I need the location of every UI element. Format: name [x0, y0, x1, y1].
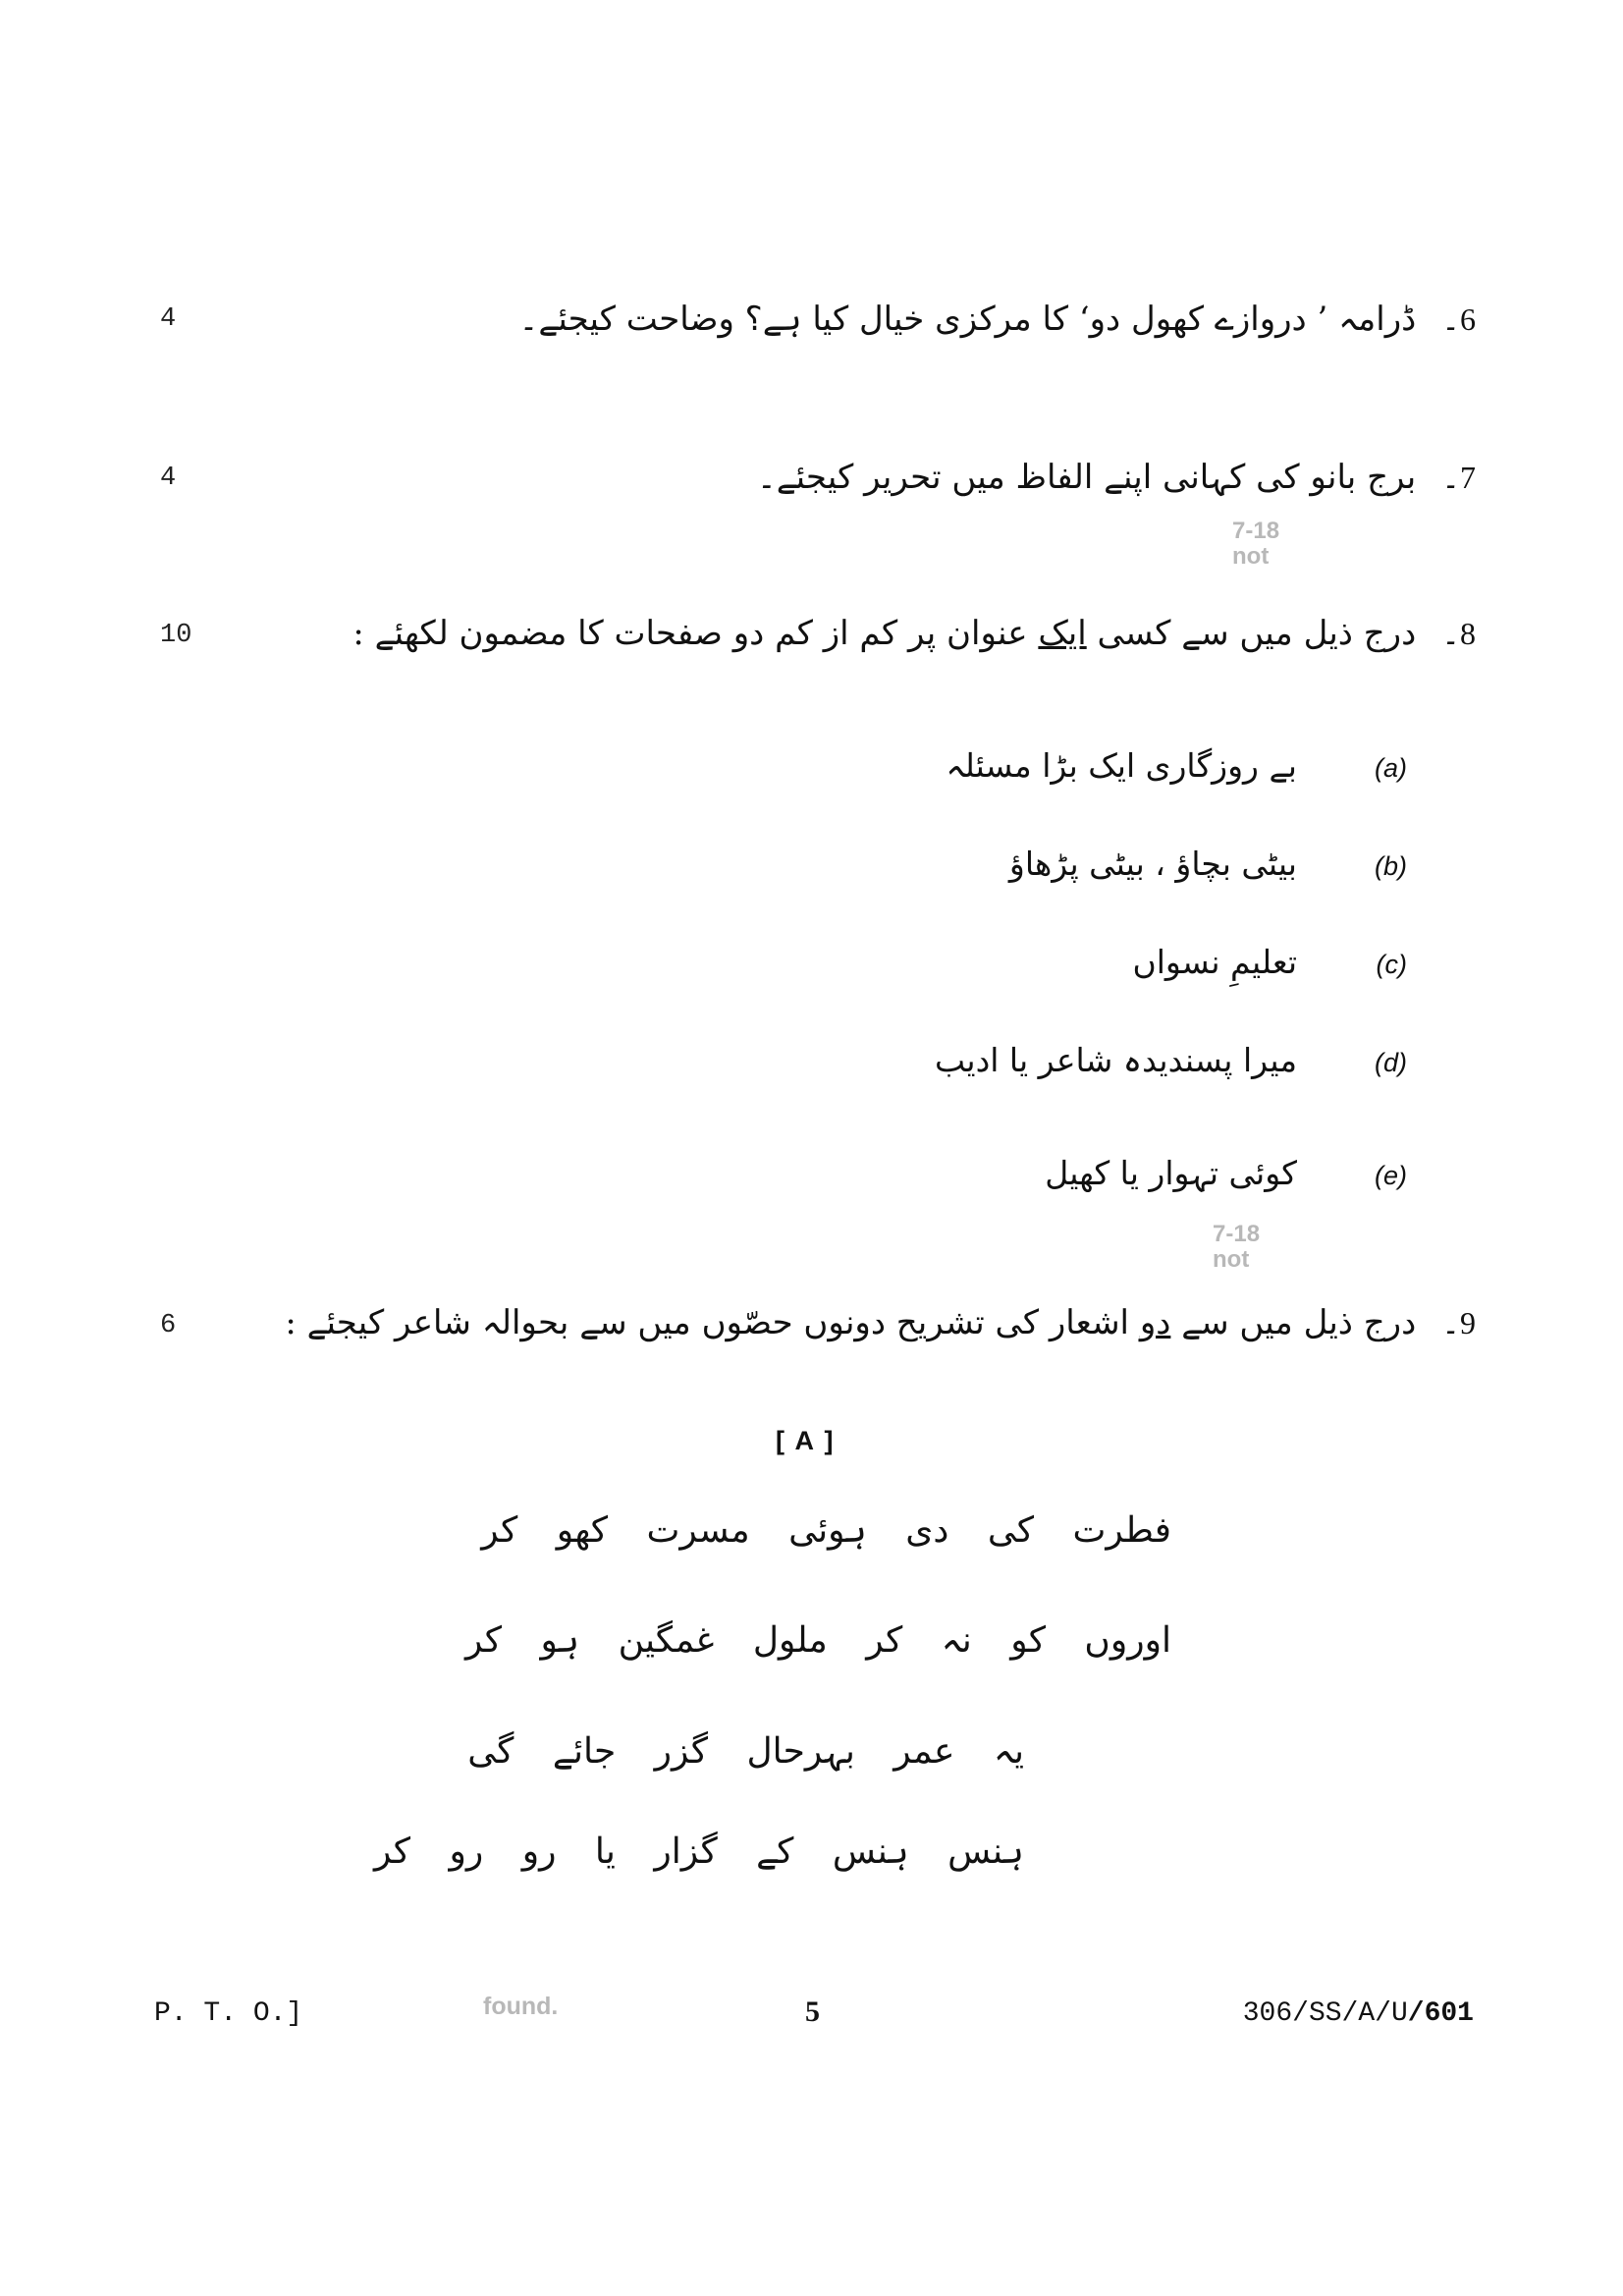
q9-number-text: 9: [1460, 1305, 1476, 1340]
q8-number: 8۔: [1441, 616, 1476, 651]
q8-option-e: [720, 1154, 1407, 1192]
q9-text-after: اشعار کی تشریح دونوں حصّوں میں سے بحوالہ شاعر کیجئے :: [285, 1303, 1140, 1342]
q9-marks: 6: [160, 1311, 177, 1340]
q7-number-text: 7: [1460, 460, 1476, 495]
watermark-2: [1213, 1222, 1260, 1274]
q8-text-underlined: ایک: [1038, 614, 1087, 653]
question-6: [494, 299, 1476, 339]
option-c-text: تعلیمِ نسواں: [1132, 943, 1297, 981]
q6-text: ڈرامہ ’ دروازے کھول دو‘ کا مرکزی خیال کیا ہے؟ وضاحت کیجئے۔: [518, 300, 1417, 339]
paper-code: 306/SS/A/U/601: [1242, 1998, 1474, 2029]
q6-marks: 4: [160, 304, 177, 334]
footer-pto: P. T. O.]: [154, 1998, 303, 2029]
q8-text-before: درج ذیل میں سے کسی: [1086, 614, 1417, 653]
paper-code-suffix: 601: [1424, 1998, 1474, 2029]
option-a-text: بے روزگاری ایک بڑا مسئلہ: [946, 746, 1297, 785]
page-number: 5: [805, 1995, 820, 2028]
option-d-text: میرا پسندیدہ شاعر یا ادیب: [934, 1041, 1297, 1079]
q9-text-underlined: دو: [1139, 1303, 1171, 1342]
q8-text-after: عنوان پر کم از کم دو صفحات کا مضمون لکھئے :: [352, 614, 1039, 653]
verse-line-4: ہنس ہنس کے گزار یا رو رو کر: [374, 1831, 1024, 1872]
q6-number-text: 6: [1460, 301, 1476, 337]
verse-line-1: فطرت کی دی ہوئی مسرت کھو کر: [481, 1510, 1171, 1551]
option-e-label: (e): [1374, 1161, 1407, 1190]
watermark-1-line2: not: [1232, 543, 1270, 571]
question-9: [285, 1302, 1476, 1342]
option-b-text: بیٹی بچاؤ ، بیٹی پڑھاؤ: [1008, 845, 1297, 883]
watermark-1: [1232, 519, 1279, 571]
q7-number: 7۔: [1441, 460, 1476, 495]
q8-option-b: [720, 845, 1407, 883]
verse-line-3: یہ عمر بہرحال گزر جائے گی: [467, 1731, 1024, 1772]
question-8: [352, 613, 1476, 653]
q8-option-d: [720, 1041, 1407, 1079]
section-a-label: [ A ]: [776, 1426, 836, 1455]
option-b-label: (b): [1374, 851, 1407, 881]
verse-line-2: اوروں کو نہ کر ملول غمگین ہو کر: [465, 1620, 1171, 1661]
q8-option-c: [720, 943, 1407, 981]
option-c-label: (c): [1376, 950, 1407, 979]
q9-text-before: درج ذیل میں سے: [1170, 1303, 1417, 1342]
watermark-2-line2: not: [1213, 1246, 1250, 1274]
watermark-2-line1: 7-18: [1213, 1221, 1261, 1247]
q7-marks: 4: [160, 464, 177, 493]
option-e-text: کوئی تہوار یا کھیل: [1045, 1154, 1297, 1192]
option-a-label: (a): [1374, 753, 1407, 783]
q7-text: برج بانو کی کہانی اپنے الفاظ میں تحریر کیجئے۔: [756, 458, 1417, 497]
watermark-footer: found.: [483, 1993, 559, 2020]
paper-code-prefix: 306/SS/A/U: [1242, 1998, 1408, 2029]
question-7: [494, 457, 1476, 497]
option-d-label: (d): [1374, 1048, 1407, 1077]
q8-option-a: [720, 746, 1407, 785]
q6-number: 6۔: [1441, 301, 1476, 337]
watermark-1-line1: 7-18: [1232, 518, 1280, 544]
q9-number: 9۔: [1441, 1305, 1476, 1340]
q8-number-text: 8: [1460, 616, 1476, 651]
q8-marks: 10: [160, 621, 192, 650]
